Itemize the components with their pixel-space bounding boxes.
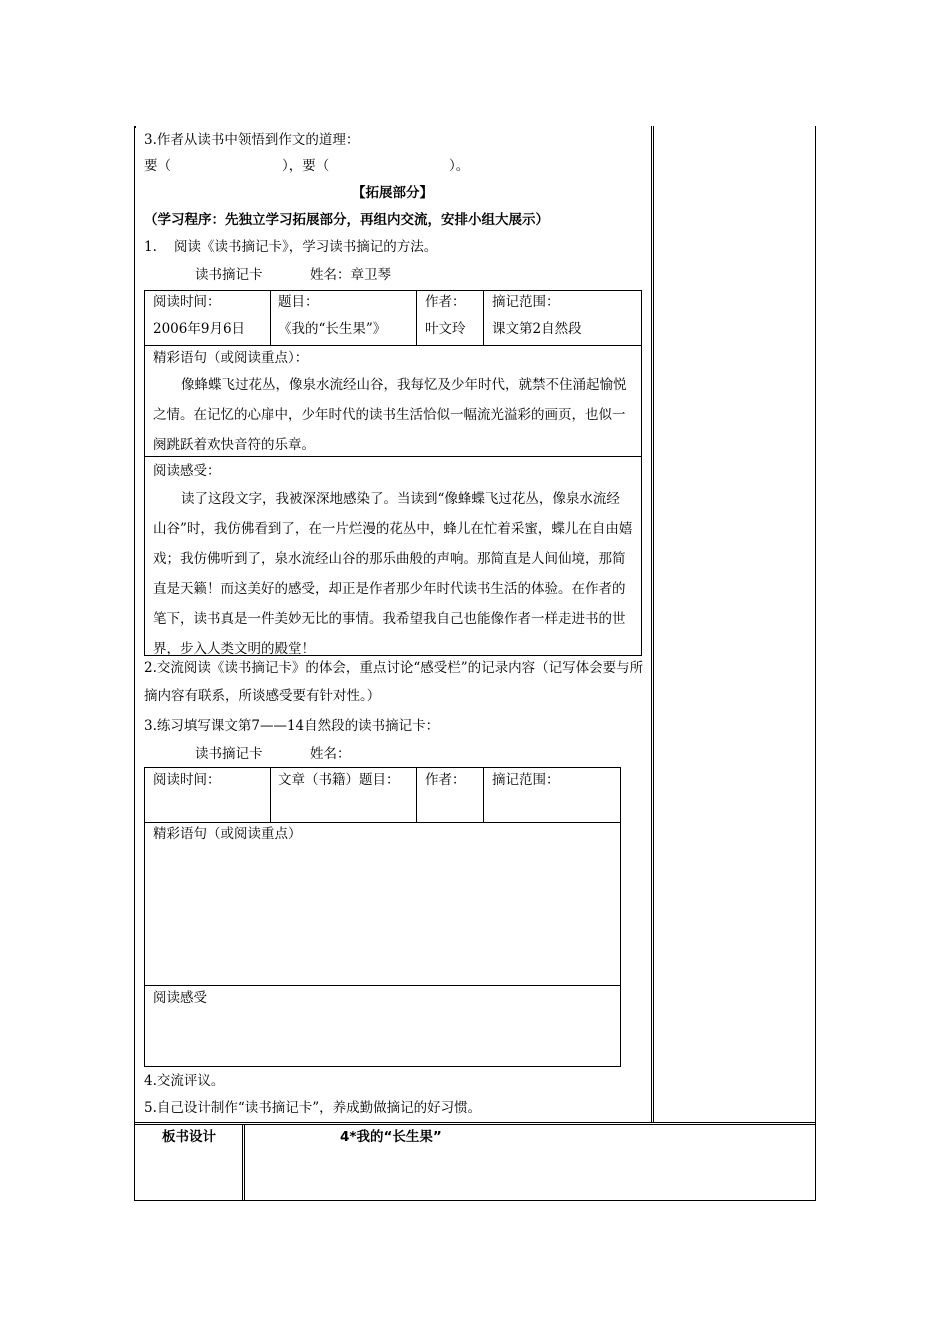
q3-blank-1-prefix: 要（: [144, 158, 171, 174]
card2-read-time-label: 阅读时间：: [153, 772, 221, 788]
item-2: 2.交流阅读《读书摘记卡》的体会，重点讨论“感受栏”的记录内容（记写体会要与所摘内容有联系，所谈感受要有针对性。）: [144, 660, 644, 704]
card1-highlight-text: 像蜂蝶飞过花丛，像泉水流经山谷，我每忆及少年时代，就禁不住涌起愉悦之情。在记忆的心扉中，少年时代的读书生活恰似一幅流光溢彩的画页，也似一阕跳跃着欢快音符的乐章。: [153, 377, 627, 453]
board-label-divider-2: [244, 1124, 245, 1200]
board-row-top-border-2: [134, 1124, 816, 1125]
frame-top-left-short: [134, 126, 136, 128]
card2-title: 读书摘记卡: [195, 746, 263, 762]
card2-name: 姓名：: [310, 746, 351, 762]
card1-col-divider-1: [270, 290, 271, 346]
board-design-title: 4*我的“长生果”: [340, 1129, 442, 1145]
item-5: 5.自己设计制作“读书摘记卡”，养成勤做摘记的好习惯。: [144, 1100, 482, 1116]
card1-author-value: 叶文玲: [425, 321, 466, 337]
card1-col-divider-2: [416, 290, 417, 346]
q3-question: 3.作者从读书中领悟到作文的道理：: [144, 132, 360, 148]
card2-col-divider-2: [416, 767, 417, 823]
learning-procedure: （学习程序：先独立学习拓展部分，再组内交流，安排小组大展示）: [144, 212, 549, 228]
card2-highlight-label: 精彩语句（或阅读重点）: [153, 826, 302, 842]
card1-col-divider-3: [483, 290, 484, 346]
card1-range-label: 摘记范围：: [492, 294, 560, 310]
item-3: 3.练习填写课文第7——14自然段的读书摘记卡：: [144, 718, 440, 734]
board-row-top-border: [134, 1122, 816, 1123]
card1-feeling-text: 读了这段文字，我被深深地感染了。当读到“像蜂蝶飞过花丛，像泉水流经山谷”时，我仿佛看到了，在一片烂漫的花丛中，蜂儿在忙着采蜜，蝶儿在自由嬉戏；我仿佛听到了，泉水流经山谷的那乐曲般的声响。那简直是人间仙境，那简直是天籁！而这美好的感受，却正是作者那少年时代读书生活的体验。在作者的笔下，读书真是一件美妙无比的事情。我希望我自己也能像作者一样走进书的世界，步入人类文明的殿堂！: [153, 491, 633, 657]
card1-topic-value: 《我的“长生果”》: [278, 321, 387, 337]
card2-col-divider-3: [483, 767, 484, 823]
content-column-divider-2: [653, 126, 654, 1123]
card2-author-label: 作者：: [425, 772, 466, 788]
card1-highlight-label: 精彩语句（或阅读重点）：: [153, 350, 309, 366]
content-column-divider: [651, 126, 652, 1123]
card1-range-value: 课文第2自然段: [492, 321, 582, 337]
frame-left-border: [134, 126, 135, 1201]
card1-read-time-value: 2006年9月6日: [153, 321, 246, 337]
card1-feeling-label: 阅读感受：: [153, 463, 221, 479]
card2-feeling-label: 阅读感受: [153, 990, 207, 1006]
card2-middle-divider: [144, 985, 621, 986]
extension-heading: 【拓展部分】: [352, 185, 433, 201]
item-4: 4.交流评议。: [144, 1073, 225, 1089]
card1-name: 姓名：章卫琴: [310, 267, 391, 283]
card1-topic-label: 题目：: [278, 294, 319, 310]
board-label-divider: [242, 1124, 243, 1200]
card1-header-divider: [144, 345, 642, 346]
card2-col-divider-1: [270, 767, 271, 823]
item-1: 1. 阅读《读书摘记卡》，学习读书摘记的方法。: [144, 239, 438, 255]
q3-blank-suffix: ）。: [449, 158, 470, 174]
board-design-label: 板书设计: [162, 1129, 216, 1145]
card1-author-label: 作者：: [425, 294, 466, 310]
card1-read-time-label: 阅读时间：: [153, 294, 221, 310]
q3-blank-2-prefix: ），要（: [282, 158, 330, 174]
frame-right-border: [815, 126, 816, 1201]
card2-table: [144, 767, 621, 1067]
card2-topic-label: 文章（书籍）题目：: [278, 772, 400, 788]
card1-title: 读书摘记卡: [195, 267, 263, 283]
card2-header-divider: [144, 822, 621, 823]
frame-bottom-border: [134, 1200, 816, 1201]
card2-range-label: 摘记范围：: [492, 772, 560, 788]
